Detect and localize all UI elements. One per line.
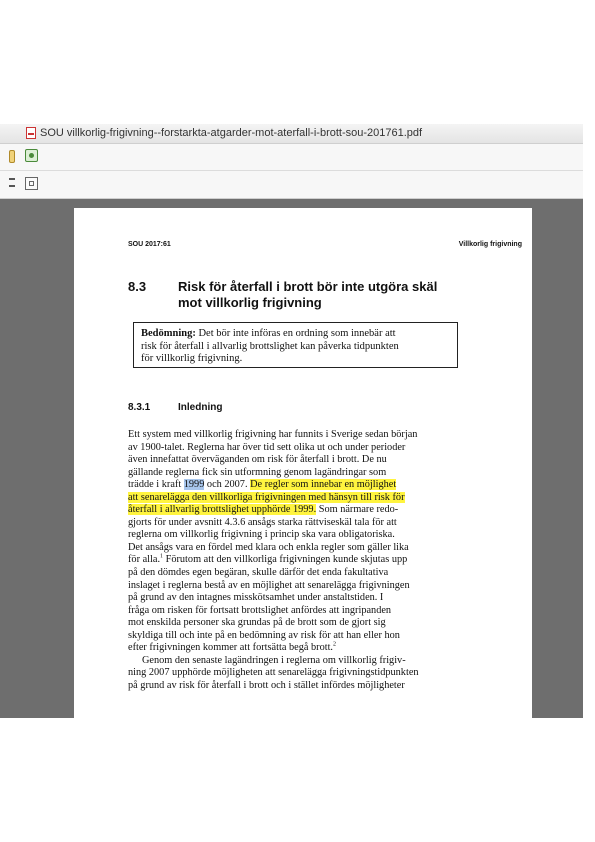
body-text-run: och 2007. bbox=[204, 479, 251, 491]
body-line: på den dömdes egen begäran, skulle därför det enda fakultativa bbox=[128, 567, 389, 579]
sidebar-list-icon[interactable] bbox=[9, 178, 15, 187]
body-line: mot enskilda personer ska grundas på de brott som de gjort sig bbox=[128, 617, 386, 629]
assessment-line: risk för återfall i allvarlig brottslighet kan påverka tidpunkten bbox=[141, 340, 399, 352]
body-line: ning 2007 upphörde möjligheten att senarelägga frigivningstidpunkten bbox=[128, 667, 419, 679]
title-bar[interactable] bbox=[0, 124, 583, 144]
assessment-text: Det bör inte införas en ordning som innebär att bbox=[195, 328, 396, 339]
body-line: fråga om risken för fortsatt brottslighet anfördes att ingripanden bbox=[128, 604, 392, 616]
body-text-run: för alla. bbox=[128, 554, 161, 566]
assessment-line: för villkorlig frigivning. bbox=[141, 353, 243, 364]
view-toolbar bbox=[0, 171, 583, 199]
annotation-tool-icon[interactable] bbox=[25, 149, 38, 162]
body-line: gällande reglerna fick sin utformning genom lagändringar som bbox=[128, 466, 387, 478]
highlight-annotation[interactable]: De regler som innebar en möjlighet bbox=[250, 479, 397, 491]
pdf-page[interactable] bbox=[74, 208, 532, 718]
assessment-label: Bedömning: bbox=[141, 328, 196, 339]
subsection-number: 8.3.1 bbox=[128, 402, 151, 413]
body-text-run: trädde i kraft bbox=[128, 479, 184, 491]
running-header-left: SOU 2017:61 bbox=[128, 241, 171, 248]
section-title bbox=[178, 279, 478, 311]
section-title-line: Risk för återfall i brott bör inte utgöra skäl bbox=[178, 279, 438, 294]
pdf-viewer-window bbox=[0, 124, 583, 718]
body-line bbox=[128, 642, 458, 655]
subsection-title: Inledning bbox=[178, 402, 223, 413]
body-line bbox=[128, 479, 458, 492]
body-line: på grund av den intagnes misskötsamhet under anstaltstiden. I bbox=[128, 592, 384, 604]
body-line: skyldiga till och inte på en bedömning av risk för att han eller hon bbox=[128, 629, 400, 641]
document-workspace[interactable] bbox=[0, 199, 583, 718]
page-thumbnail-icon[interactable] bbox=[25, 177, 38, 190]
body-line bbox=[128, 504, 458, 517]
body-text-run: Som närmare redo- bbox=[316, 504, 399, 516]
highlight-annotation[interactable]: att senarelägga den villkorliga frigivningen med hänsyn till risk för bbox=[128, 491, 405, 503]
footnote-ref[interactable]: 1 bbox=[160, 554, 164, 561]
body-line: Genom den senaste lagändringen i reglerna om villkorlig frigiv- bbox=[142, 654, 406, 666]
assessment-line bbox=[141, 328, 450, 341]
body-line: på grund av risk för återfall i brott och i stället infördes möjligheter bbox=[128, 679, 405, 691]
text-selection[interactable]: 1999 bbox=[183, 479, 205, 491]
annotation-toolbar bbox=[0, 144, 583, 171]
pdf-document-icon bbox=[26, 127, 36, 139]
body-line: gjorts för under avsnitt 4.3.6 ansågs starka rättviseskäl tala för att bbox=[128, 516, 397, 528]
body-line: inslaget i reglerna bestå av en möjlighet att senarelägga frigivningen bbox=[128, 579, 410, 591]
body-text-run: Förutom att den villkorliga frigivningen kunde skjutas upp bbox=[163, 554, 408, 566]
body-text[interactable] bbox=[128, 429, 458, 692]
section-title-line: mot villkorlig frigivning bbox=[178, 295, 322, 310]
body-line: även innefattat överväganden om risk för återfall i brott. De nu bbox=[128, 454, 387, 466]
section-number: 8.3 bbox=[128, 279, 147, 294]
body-line: av 1900-talet. Reglerna har över tid sett olika ut och under perioder bbox=[128, 441, 406, 453]
footnote-ref[interactable]: 2 bbox=[333, 641, 337, 648]
assessment-box bbox=[133, 322, 458, 368]
running-header-right: Villkorlig frigivning bbox=[458, 241, 522, 248]
body-line: Det ansågs vara en fördel med klara och enkla regler som gäller lika bbox=[128, 541, 409, 553]
body-text-run: efter frigivningen kommer att fortsätta begå brott. bbox=[128, 642, 334, 654]
body-line: reglerna om villkorlig frigivning i princip ska vara obligatoriska. bbox=[128, 529, 395, 541]
window-title: SOU villkorlig-frigivning--forstarkta-atgarder-mot-aterfall-i-brott-sou-201761.pdf bbox=[40, 127, 423, 139]
body-line: Ett system med villkorlig frigivning har funnits i Sverige sedan början bbox=[128, 429, 418, 440]
highlight-annotation[interactable]: återfall i allvarlig brottslighet upphörde 1999. bbox=[128, 504, 317, 516]
body-line bbox=[128, 492, 458, 505]
body-line bbox=[128, 554, 458, 567]
highlight-tool-icon[interactable] bbox=[9, 150, 15, 163]
